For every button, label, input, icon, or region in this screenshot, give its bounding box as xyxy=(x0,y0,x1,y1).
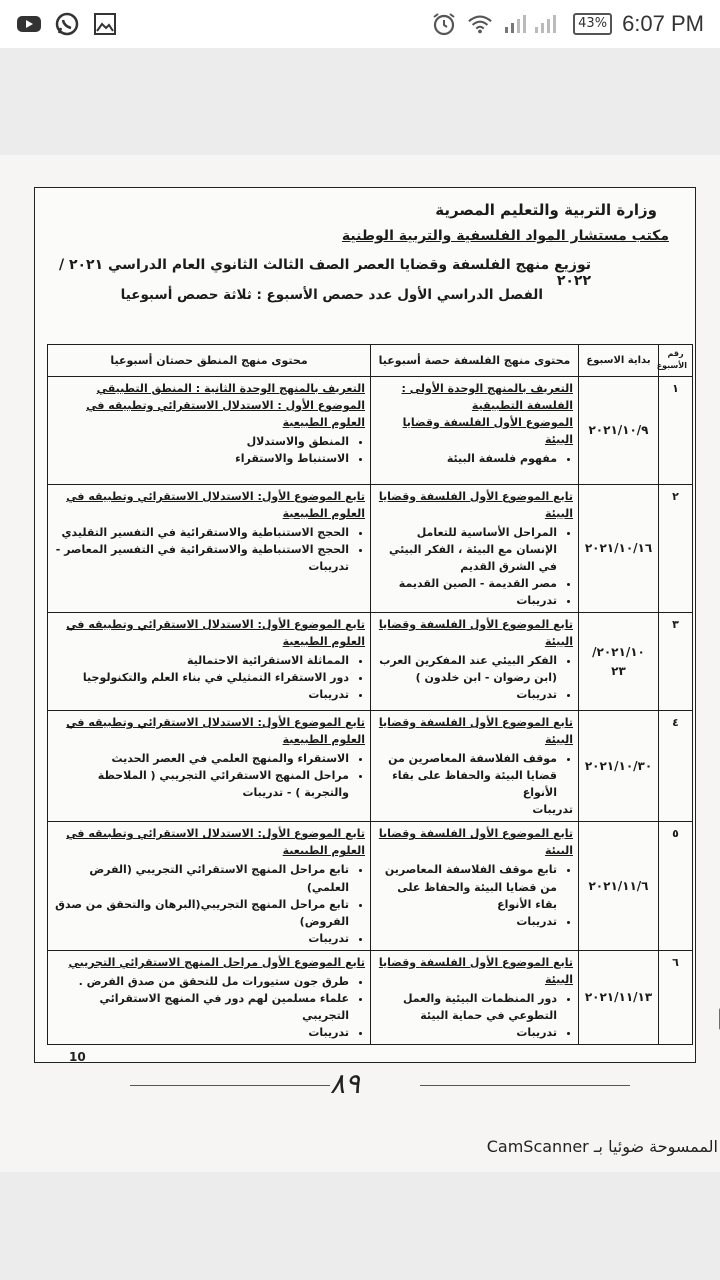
page-number: 10 xyxy=(69,1050,86,1064)
logic-content-cell xyxy=(48,613,371,711)
week-number-cell: ٥ xyxy=(659,822,693,950)
logic-topic-title: تابع الموضوع الأول: الاستدلال الاستقرائي وتطبيقه في العلوم الطبيعية xyxy=(66,489,365,520)
list-item: • الحجج الاستنباطية والاستقرائية في التفسير التقليدي xyxy=(53,524,349,541)
week-start-cell: ٢٠٢١/١٠/ ٢٣ xyxy=(579,613,659,711)
logic-items-list xyxy=(53,750,365,801)
logic-topic-title: تابع الموضوع الأول: الاستدلال الاستقرائي وتطبيقه في العلوم الطبيعية xyxy=(66,827,365,858)
list-item: • الفكر البيئي عند المفكرين العرب (ابن رضوان - ابن خلدون ) xyxy=(376,652,557,686)
logic-topic-title: تابع الموضوع الأول مراحل المنهج الاستقرائي التجريبي xyxy=(68,955,365,969)
status-time: 6:07 PM xyxy=(622,11,704,36)
logic-content-cell xyxy=(48,376,371,484)
phil-items-list xyxy=(376,450,573,467)
week-number-cell: ١ xyxy=(659,376,693,484)
philosophy-content-cell xyxy=(371,376,579,484)
philosophy-content-cell xyxy=(371,822,579,950)
table-header-row xyxy=(48,345,693,377)
viewer-background-top xyxy=(0,48,720,155)
header-week-start: بداية الاسبوع xyxy=(579,345,659,377)
wifi-icon xyxy=(467,11,493,37)
table-row xyxy=(48,950,693,1044)
header-philosophy: محتوى منهج الفلسفة حصة أسبوعيا xyxy=(371,345,579,377)
logic-content-cell xyxy=(48,711,371,822)
phil-items-list xyxy=(376,750,573,801)
list-item: • المماثلة الاستقرائية الاحتمالية xyxy=(53,652,349,669)
divider-line-right xyxy=(420,1085,630,1086)
list-item: • المنطق والاستدلال xyxy=(53,433,349,450)
logic-items-list xyxy=(53,433,365,467)
viewer-background-bottom xyxy=(0,1172,720,1280)
header-logic: محتوى منهج المنطق حصتان أسبوعيا xyxy=(48,345,371,377)
week-start-cell: ٢٠٢١/١١/٦ xyxy=(579,822,659,950)
logic-topic-title: تابع الموضوع الأول: الاستدلال الاستقرائي وتطبيقه في العلوم الطبيعية xyxy=(66,716,365,747)
scanned-document[interactable] xyxy=(0,155,720,1172)
phil-items-list xyxy=(376,990,573,1041)
list-item: • الاستنباط والاستقراء xyxy=(53,450,349,467)
philosophy-content-cell xyxy=(371,711,579,822)
list-item: • تدريبات xyxy=(53,930,349,947)
list-item: • مراحل المنهج الاستقرائي التجريبي ( الملاحظة والتجربة ) - تدريبات xyxy=(53,767,349,801)
battery-indicator: 43% xyxy=(573,13,612,35)
list-item: • موقف الفلاسفة المعاصرين من قضايا البيئة والحفاظ على بقاء الأنواع xyxy=(376,750,557,801)
table-row xyxy=(48,613,693,711)
ministry-name: وزارة التربية والتعليم المصرية xyxy=(435,201,657,219)
office-name: مكتب مستشار المواد الفلسفية والتربية الوطنية xyxy=(341,228,669,244)
semester-line: الفصل الدراسي الأول عدد حصص الأسبوع : ثلاثة حصص أسبوعيا xyxy=(120,287,543,303)
week-number-cell: ٤ xyxy=(659,711,693,822)
list-item: • دور المنظمات البيئية والعمل التطوعي في حماية البيئة xyxy=(376,990,557,1024)
list-item: • تابع موقف الفلاسفة المعاصرين من قضايا البيئة والحفاظ على بقاء الأنواع xyxy=(376,861,557,912)
document-page xyxy=(34,187,696,1063)
document-title: توزيع منهج الفلسفة وقضايا العصر الصف الثالث الثانوي العام الدراسي ٢٠٢١ /٢٠٢٢ xyxy=(58,257,591,289)
week-start-cell: ٢٠٢١/١١/١٣ xyxy=(579,950,659,1044)
list-item: • تدريبات xyxy=(376,1024,557,1041)
list-item: • تدريبات xyxy=(376,686,557,703)
whatsapp-icon xyxy=(54,11,80,37)
philosophy-content-cell xyxy=(371,613,579,711)
week-number-cell: ٦ xyxy=(659,950,693,1044)
logic-items-list xyxy=(53,973,365,1041)
logic-content-cell xyxy=(48,484,371,612)
curriculum-table xyxy=(47,344,693,1045)
alarm-icon xyxy=(431,11,457,37)
week-start-cell: ٢٠٢١/١٠/١٦ xyxy=(579,484,659,612)
logic-items-list xyxy=(53,652,365,703)
signal-icon xyxy=(503,11,563,37)
logic-content-cell xyxy=(48,822,371,950)
logic-topic-title: التعريف بالمنهج الوحدة الثانية : المنطق التطبيقي xyxy=(96,381,365,395)
list-item: • علماء مسلمين لهم دور في المنهج الاستقرائي التجريبي xyxy=(53,990,349,1024)
list-item: • الحجج الاستنباطية والاستقرائية في التفسير المعاصر - تدريبات xyxy=(53,541,349,575)
header-week-number: رقم الأسبوع xyxy=(659,345,693,377)
logic-topic-title: تابع الموضوع الأول: الاستدلال الاستقرائي وتطبيقه في العلوم الطبيعية xyxy=(66,618,365,649)
phil-topic-title: التعريف بالمنهج الوحدة الأولى : الفلسفة التطبيقية xyxy=(401,381,573,412)
camscanner-footer: الممسوحة ضوئيا بـ CamScanner xyxy=(486,1137,718,1156)
status-bar xyxy=(0,0,720,48)
list-item: • الاستقراء والمنهج العلمي في العصر الحديث xyxy=(53,750,349,767)
image-icon xyxy=(92,11,118,37)
table-row xyxy=(48,484,693,612)
week-number-cell: ٣ xyxy=(659,613,693,711)
list-item: • دور الاستقراء التمثيلي في بناء العلم والتكنولوجيا xyxy=(53,669,349,686)
list-item: • مفهوم فلسفة البيئة xyxy=(376,450,557,467)
logic-subtopic-title: الموضوع الأول : الاستدلال الاستقرائي وتطبيقه في العلوم الطبيعية xyxy=(86,398,365,429)
philosophy-content-cell xyxy=(371,950,579,1044)
list-item: • مصر القديمة - الصين القديمة xyxy=(376,575,557,592)
logic-items-list xyxy=(53,524,365,575)
phil-plain-note: تدريبات xyxy=(532,803,573,817)
divider-line-left xyxy=(130,1085,330,1086)
philosophy-content-cell xyxy=(371,484,579,612)
week-number-cell: ٢ xyxy=(659,484,693,612)
table-row xyxy=(48,822,693,950)
logic-content-cell xyxy=(48,950,371,1044)
week-start-cell: ٢٠٢١/١٠/٩ xyxy=(579,376,659,484)
logic-items-list xyxy=(53,861,365,946)
phil-items-list xyxy=(376,524,573,609)
table-row xyxy=(48,711,693,822)
phil-items-list xyxy=(376,861,573,929)
phil-subtopic-title: الموضوع الأول الفلسفة وقضايا البيئة xyxy=(402,415,573,446)
list-item: • تابع مراحل المنهج الاستقرائي التجريبي (الفرض العلمي) xyxy=(53,861,349,895)
youtube-icon xyxy=(16,11,42,37)
phil-items-list xyxy=(376,652,573,703)
list-item: • تدريبات xyxy=(376,592,557,609)
phil-topic-title: تابع الموضوع الأول الفلسفة وقضايا البيئة xyxy=(378,716,573,747)
phil-topic-title: تابع الموضوع الأول الفلسفة وقضايا البيئة xyxy=(378,489,573,520)
table-row xyxy=(48,376,693,484)
phil-topic-title: تابع الموضوع الأول الفلسفة وقضايا البيئة xyxy=(378,955,573,986)
list-item: • طرق جون ستيورات مل للتحقق من صدق الفرض . xyxy=(53,973,349,990)
list-item: • تدريبات xyxy=(53,686,349,703)
phil-topic-title: تابع الموضوع الأول الفلسفة وقضايا البيئة xyxy=(378,618,573,649)
list-item: • تدريبات xyxy=(376,913,557,930)
list-item: • المراحل الأساسية للتعامل الإنسان مع البيئة ، الفكر البيئي في الشرق القديم xyxy=(376,524,557,575)
list-item: • تابع مراحل المنهج التجريبي(البرهان والتحقق من صدق الفروض) xyxy=(53,896,349,930)
handwritten-number: ٨٩ xyxy=(330,1067,361,1100)
phil-topic-title: تابع الموضوع الأول الفلسفة وقضايا البيئة xyxy=(378,827,573,858)
list-item: • تدريبات xyxy=(53,1024,349,1041)
week-start-cell: ٢٠٢١/١٠/٣٠ xyxy=(579,711,659,822)
